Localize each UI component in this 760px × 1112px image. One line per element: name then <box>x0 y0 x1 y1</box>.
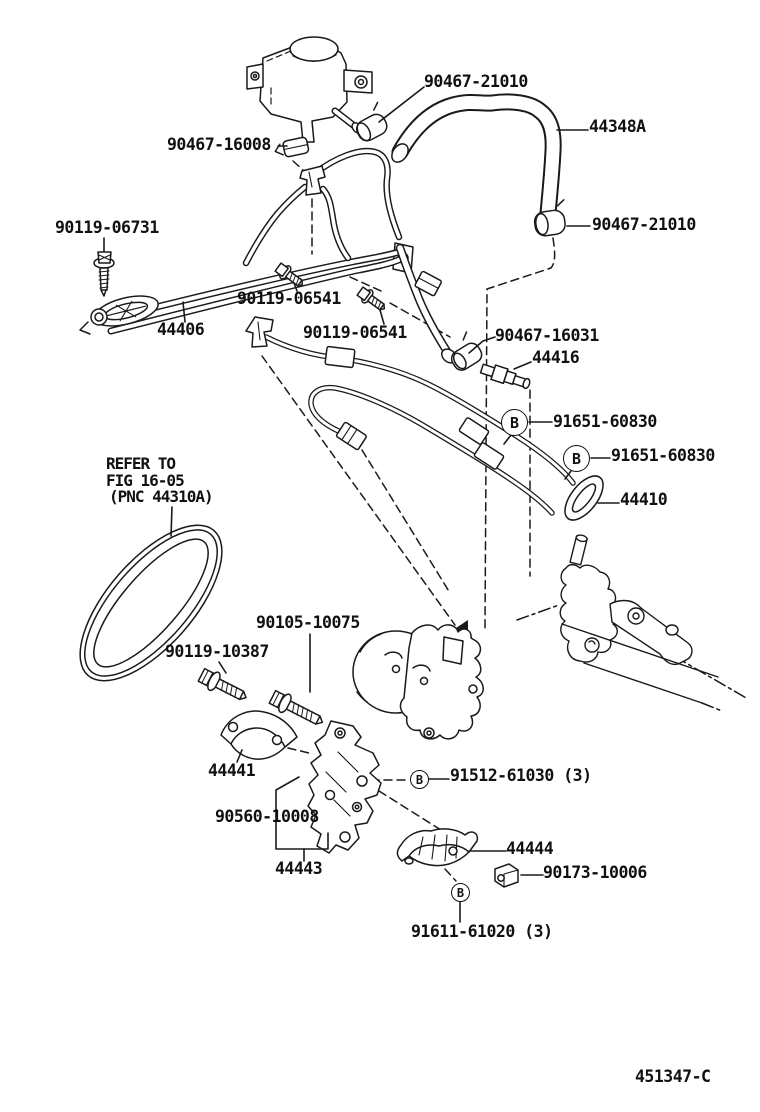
figure-code: 451347-C <box>635 1067 711 1086</box>
part-label-90119-10387[interactable]: 90119-10387 <box>165 642 269 661</box>
callout-b-2: B <box>563 445 590 472</box>
part-label-44406[interactable]: 44406 <box>157 320 205 339</box>
refer-note-line2: FIG 16-05 <box>106 471 184 490</box>
hose-44348a <box>389 102 554 213</box>
part-label-91651-60830-b[interactable]: 91651-60830 <box>611 446 715 465</box>
part-label-90560-10008[interactable]: 90560-10008 <box>215 807 319 826</box>
bolt-90119-10387 <box>197 666 251 707</box>
power-steering-pump <box>353 625 483 739</box>
part-label-44416[interactable]: 44416 <box>532 348 580 367</box>
reservoir-tank <box>247 37 372 142</box>
steering-gear <box>560 534 718 703</box>
part-label-44444[interactable]: 44444 <box>506 839 554 858</box>
part-label-90119-06541-a[interactable]: 90119-06541 <box>237 289 341 308</box>
clip-90173-10006 <box>495 864 518 887</box>
callout-b-1: B <box>501 409 528 436</box>
bolt-90119-06541-b <box>356 285 389 315</box>
bolt-90119-06731 <box>94 252 114 296</box>
part-label-91651-60830-a[interactable]: 91651-60830 <box>553 412 657 431</box>
part-label-44410[interactable]: 44410 <box>620 490 668 509</box>
part-label-44443[interactable]: 44443 <box>275 859 323 878</box>
part-label-90173-10006[interactable]: 90173-10006 <box>543 863 647 882</box>
part-label-91512-61030[interactable]: 91512-61030 (3) <box>450 766 592 785</box>
part-label-90467-16008[interactable]: 90467-16008 <box>167 135 271 154</box>
bracket-44441 <box>221 711 297 759</box>
part-label-91611-61020[interactable]: 91611-61020 (3) <box>411 922 553 941</box>
part-label-90467-16031[interactable]: 90467-16031 <box>495 326 599 345</box>
bracket-44443 <box>308 721 381 853</box>
part-label-90119-06731[interactable]: 90119-06731 <box>55 218 159 237</box>
part-label-90119-06541-b[interactable]: 90119-06541 <box>303 323 407 342</box>
refer-note-line1: REFER TO <box>106 454 176 473</box>
clamp-90467-16008 <box>274 137 310 160</box>
part-label-90105-10075[interactable]: 90105-10075 <box>256 613 360 632</box>
part-label-90467-21010-side[interactable]: 90467-21010 <box>592 215 696 234</box>
air-bleed-fitting-44416 <box>480 361 532 391</box>
bracket-44444 <box>397 829 477 866</box>
callout-b-3: B <box>410 770 429 789</box>
part-label-90467-21010-top[interactable]: 90467-21010 <box>424 72 528 91</box>
refer-note-line3: (PNC 44310A) <box>109 487 213 506</box>
part-label-44348a[interactable]: 44348A <box>589 117 646 136</box>
callout-b-4: B <box>451 883 470 902</box>
part-label-44441[interactable]: 44441 <box>208 761 256 780</box>
